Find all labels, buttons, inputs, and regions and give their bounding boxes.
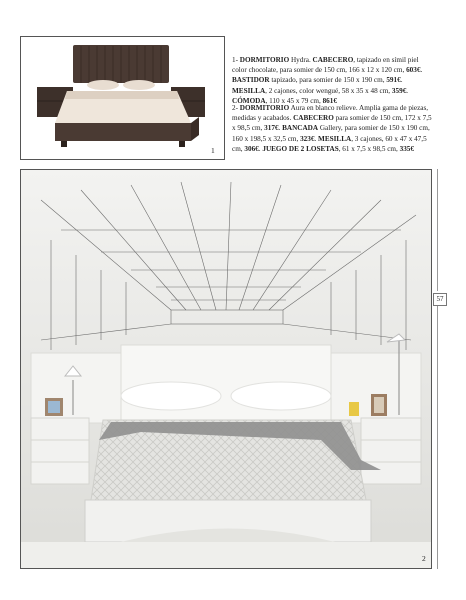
side-page-number: 57: [433, 293, 447, 306]
headboard-panel-left: [31, 353, 121, 423]
figure-2-label: 2: [422, 554, 426, 563]
nightstand-left: [31, 418, 89, 484]
bed-photo-2-frame: [20, 169, 432, 569]
bed-photo-2: [21, 170, 431, 568]
bed-photo-1: [21, 37, 224, 159]
side-rule-bottom: [437, 306, 438, 569]
side-rule-top: [437, 169, 438, 291]
bed-photo-1-frame: [20, 36, 225, 160]
caption-2: 2- DORMITORIO Aura en blanco relieve. Amplia gama de piezas, medidas y acabados. CABECERO para somier de 150 cm, 172 x 7,5 x 98,5 cm, 317€. BANCADA Gallery, para somier de 150 x 190 cm, 160 x 198,5 x 32,5 cm, 323€. MESILLA, 3 cajones, 60 x 47 x 47,5 cm, 306€. JUEGO DE 2 LOSETAS, 61 x 7,5 x 98,5 cm, 335€: [232, 104, 432, 153]
figure-1-label: 1: [211, 146, 215, 155]
caption-1: 1- DORMITORIO Hydra. CABECERO, tapizado en símil piel color chocolate, para somier de 150 cm, 166 x 12 x 120 cm, 603€. BASTIDOR tapizado, para somier de 150 x 190 cm, 591€. MESILLA, 2 cajones, color wengué, 58 x 35 x 48 cm, 359€. CÓMODA, 110 x 45 x 79 cm, 861€: [232, 56, 423, 105]
nightstand-right: [361, 418, 421, 484]
